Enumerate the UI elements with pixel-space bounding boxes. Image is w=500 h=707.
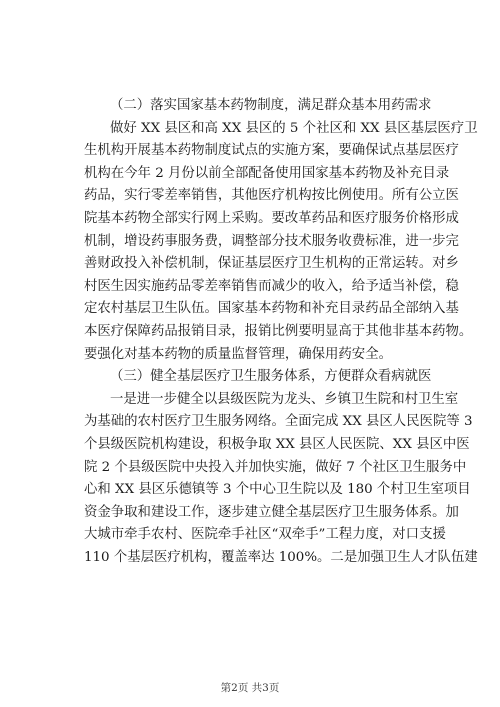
paragraph-line: 大城市牵手农村、医院牵手社区“双牵手”工程力度，对口支援: [84, 527, 446, 543]
paragraph-line: 药品，实行零差率销售，其他医疗机构按比例使用。所有公立医: [84, 188, 459, 204]
paragraph-line: 善财政投入补偿机制，保证基层医疗卫生机构的正常运转。对乡: [84, 256, 459, 272]
paragraph-line: 110 个基层医疗机构，覆盖率达 100%。二是加强卫生人才队伍建: [84, 549, 478, 565]
page-number-footer: 第2页 共3页: [220, 682, 280, 694]
paragraph-line: 本医疗保障药品报销目录，报销比例要明显高于其他非基本药物。: [84, 323, 473, 339]
paragraph-line: 资金争取和建设工作，逐步建立健全基层医疗卫生服务体系。加: [84, 504, 459, 520]
paragraph-line: 机制，增设药事服务费，调整部分技术服务收费标准，进一步完: [84, 233, 459, 249]
paragraph-line: 村医生因实施药品零差率销售而减少的收入，给予适当补偿，稳: [84, 278, 459, 294]
document-body: [84, 95, 478, 569]
paragraph-line: 为基础的农村医疗卫生服务网络。全面完成 XX 县区人民医院等 3: [84, 414, 473, 430]
paragraph-line: 机构在今年 2 月份以前全部配备使用国家基本药物及补充目录: [84, 165, 450, 181]
paragraph-line: 院 2 个县级医院中央投入并加快实施，做好 7 个社区卫生服务中: [84, 459, 467, 475]
paragraph-line: 做好 XX 县区和高 XX 县区的 5 个社区和 XX 县区基层医疗卫: [110, 120, 478, 136]
paragraph-line: 一是进一步健全以县级医院为龙头、乡镇卫生院和村卫生室: [110, 391, 459, 407]
paragraph-line: 个县级医院机构建设，积极争取 XX 县区人民医院、XX 县区中医: [84, 436, 470, 452]
paragraph-line: 心和 XX 县区乐德镇等 3 个中心卫生院以及 180 个村卫生室项目: [84, 482, 471, 498]
section-heading-2: （二）落实国家基本药物制度，满足群众基本用药需求: [110, 98, 432, 113]
paragraph-line: 院基本药物全部实行网上采购。要改革药品和医疗服务价格形成: [84, 210, 459, 226]
section-heading-3: （三）健全基层医疗卫生服务体系，方便群众看病就医: [110, 369, 432, 385]
paragraph-line: 生机构开展基本药物制度试点的实施方案，要确保试点基层医疗: [84, 143, 459, 159]
paragraph-line: 要强化对基本药物的质量监督管理，确保用药安全。: [84, 346, 392, 362]
paragraph-line: 定农村基层卫生队伍。国家基本药物和补充目录药品全部纳入基: [84, 301, 459, 317]
